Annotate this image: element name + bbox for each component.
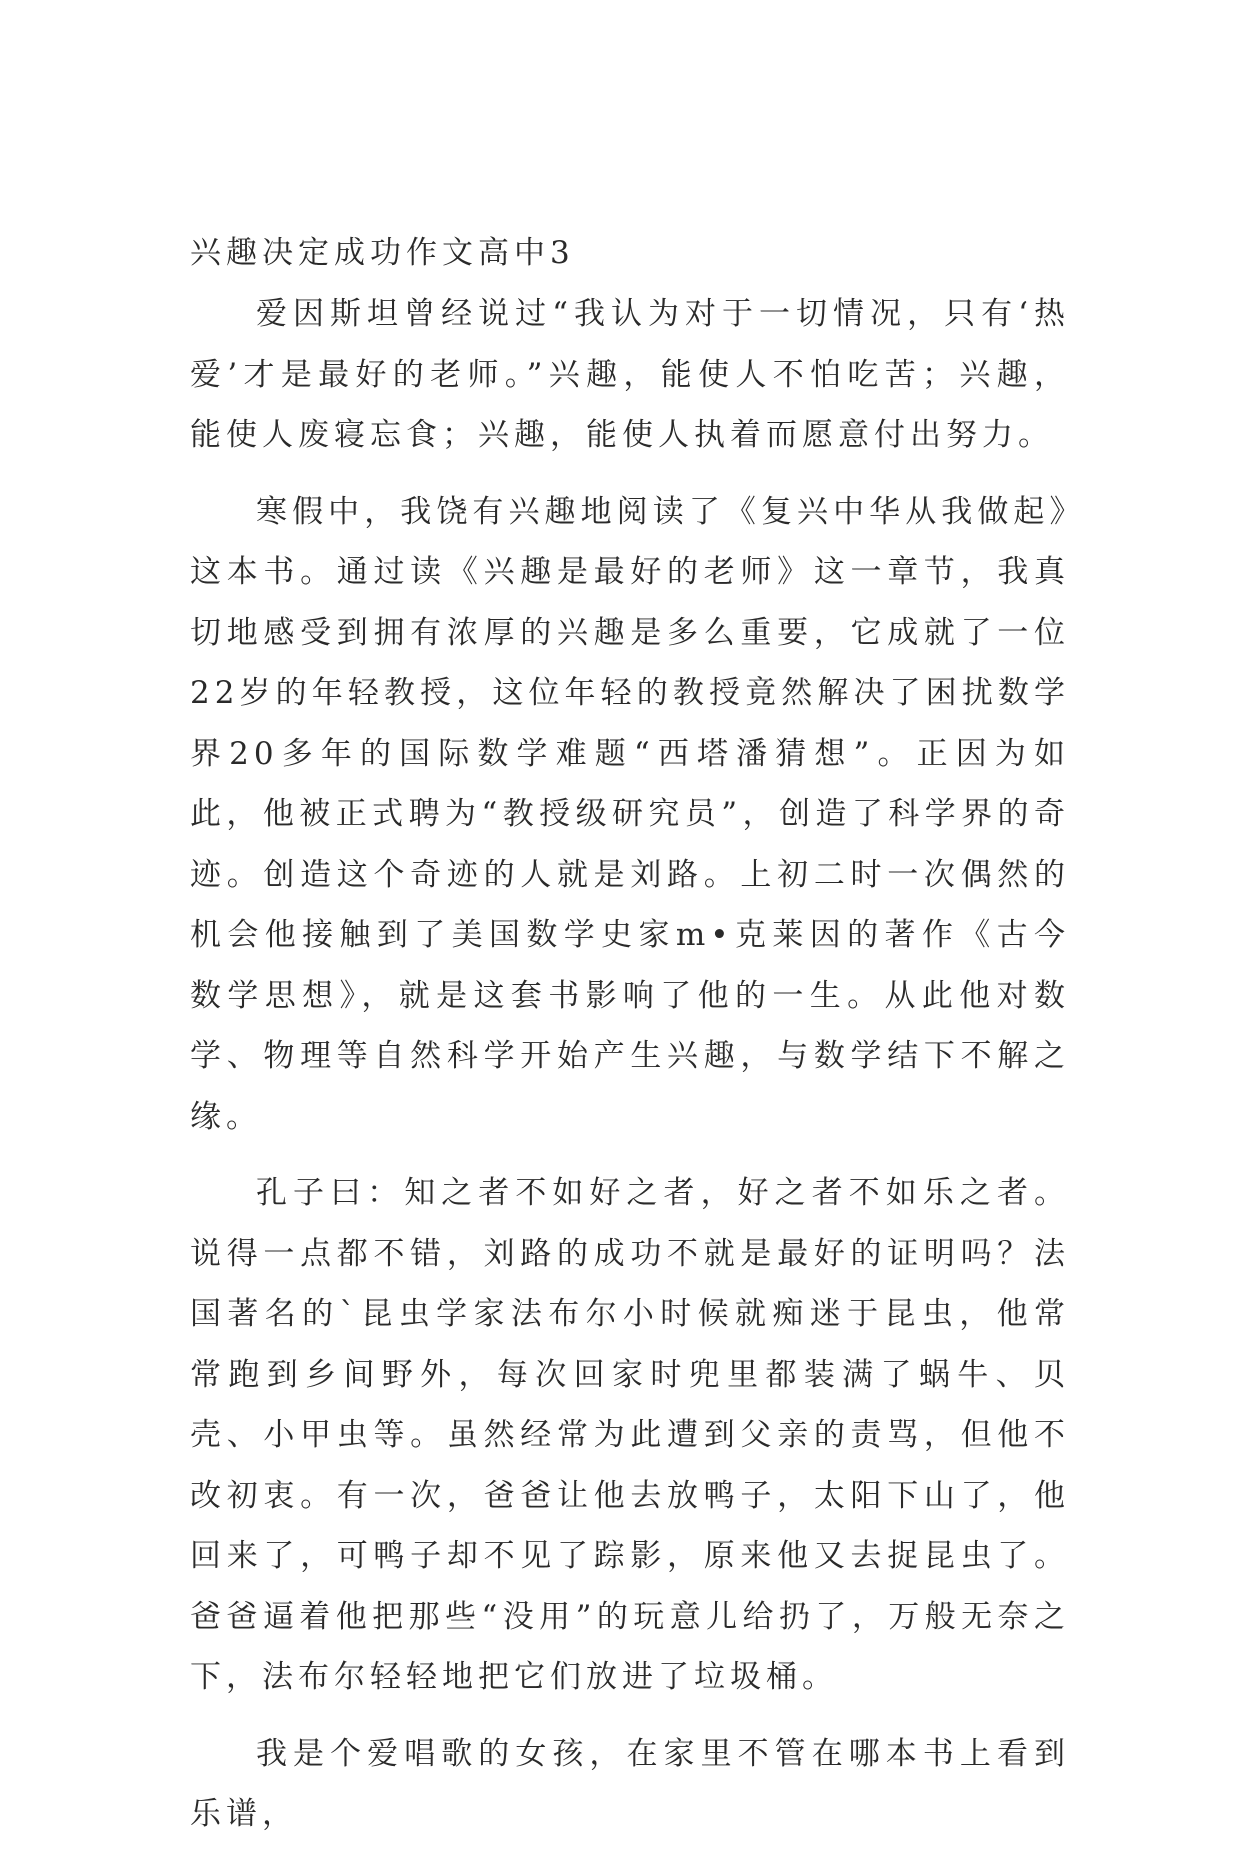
paragraph-einstein-quote: 爱因斯坦曾经说过“我认为对于一切情况，只有‘热爱’才是最好的老师。”兴趣，能使人不怕吃苦；兴趣，能使人废寝忘食；兴趣，能使人执着而愿意付出努力。	[190, 296, 1070, 453]
paragraph-singing: 我是个爱唱歌的女孩，在家里不管在哪本书上看到乐谱，	[190, 1735, 1070, 1832]
paragraph-fabre: 孔子曰：知之者不如好之者，好之者不如乐之者。说得一点都不错，刘路的成功不就是最好的证明吗？法国著名的`昆虫学家法布尔小时候就痴迷于昆虫，他常常跑到乡间野外，每次回家时兜里都装满了蜗牛、贝壳、小甲虫等。虽然经常为此遭到父亲的责骂，但他不改初衷。有一次，爸爸让他去放鸭子，太阳下山了，他回来了，可鸭子却不见了踪影，原来他又去捉昆虫了。爸爸逼着他把那些“没用”的玩意儿给扔了，万般无奈之下，法布尔轻轻地把它们放进了垃圾桶。	[190, 1175, 1070, 1695]
paragraph-liu-lu: 寒假中，我饶有兴趣地阅读了《复兴中华从我做起》这本书。通过读《兴趣是最好的老师》这一章节，我真切地感受到拥有浓厚的兴趣是多么重要，它成就了一位22岁的年轻教授，这位年轻的教授竟然解决了困扰数学界20多年的国际数学难题“西塔潘猜想”。正因为如此，他被正式聘为“教授级研究员”，创造了科学界的奇迹。创造这个奇迹的人就是刘路。上初二时一次偶然的机会他接触到了美国数学史家m•克莱因的著作《古今数学思想》，就是这套书影响了他的一生。从此他对数学、物理等自然科学开始产生兴趣，与数学结下不解之缘。	[190, 493, 1070, 1135]
document-body	[190, 222, 1070, 1861]
document-title: 兴趣决定成功作文高中3	[190, 235, 575, 271]
